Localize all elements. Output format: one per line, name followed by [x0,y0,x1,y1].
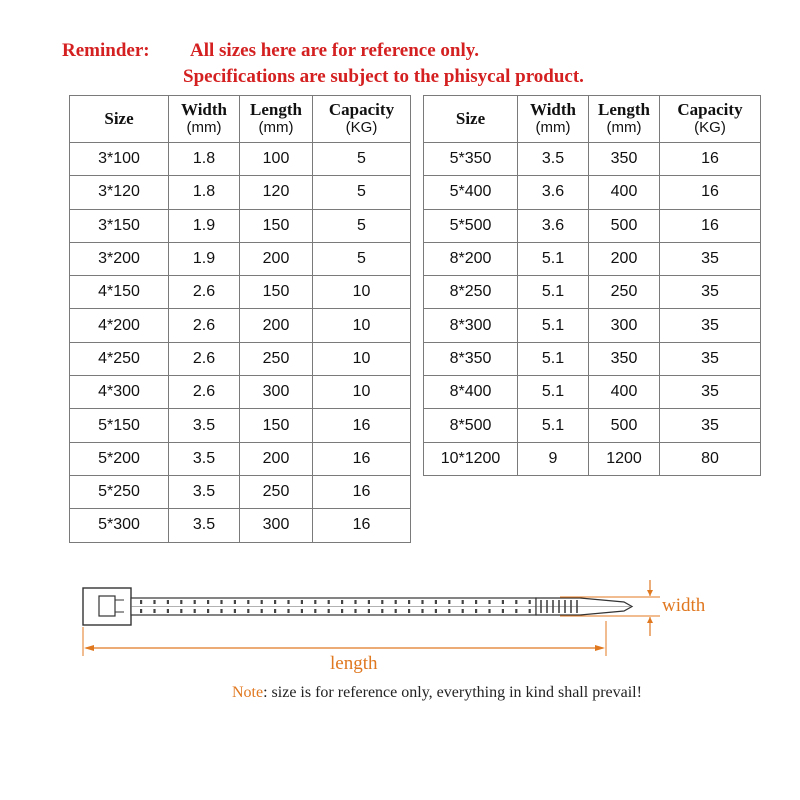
header-length-label: Length [250,100,302,119]
cell-width: 3.5 [518,143,589,176]
header-length [589,96,660,143]
cell-length: 400 [589,376,660,409]
strap-tooth [194,600,196,604]
table-row [70,509,411,542]
cell-size: 8*200 [424,242,518,275]
cable-tie-tail-grip [541,600,577,613]
table-header-row [424,96,761,143]
strap-tooth [448,609,450,613]
strap-tooth [167,600,169,604]
header-width-label: Width [530,100,576,119]
table-row [424,276,761,309]
cell-capacity: 35 [660,242,761,275]
table-row [70,475,411,508]
table-row [70,276,411,309]
note [232,684,642,702]
table-header-row [70,96,411,143]
strap-tooth [153,600,155,604]
cell-size: 4*200 [70,309,169,342]
reminder-label: Reminder: [62,40,150,61]
header-width [518,96,589,143]
cell-size: 8*500 [424,409,518,442]
cable-tie-head-slot [99,596,115,616]
width-arrowhead-top [647,590,653,596]
cell-width: 2.6 [169,276,240,309]
cell-size: 5*350 [424,143,518,176]
cell-length: 500 [589,209,660,242]
strap-tooth [475,609,477,613]
cell-capacity: 5 [313,242,411,275]
strap-tooth [462,609,464,613]
cell-size: 4*250 [70,342,169,375]
cell-size: 10*1200 [424,442,518,475]
cell-length: 250 [240,475,313,508]
header-length-unit: (mm) [606,119,642,136]
header-size: Size [424,96,518,143]
strap-tooth [234,609,236,613]
cell-capacity: 5 [313,143,411,176]
cell-capacity: 5 [313,176,411,209]
strap-tooth [167,609,169,613]
table-row [424,342,761,375]
header-capacity [313,96,411,143]
cell-size: 5*200 [70,442,169,475]
cell-length: 120 [240,176,313,209]
header-width-unit: (mm) [186,119,222,136]
strap-tooth [368,600,370,604]
cell-capacity: 35 [660,276,761,309]
strap-tooth [381,609,383,613]
cell-size: 3*200 [70,242,169,275]
cell-length: 200 [240,242,313,275]
length-arrowhead-right [595,645,605,651]
cell-size: 5*500 [424,209,518,242]
strap-tooth [314,600,316,604]
note-text: : size is for reference only, everything in kind shall prevail! [263,684,642,701]
header-length-unit: (mm) [258,119,294,136]
spec-table-right [423,95,761,476]
strap-tooth [395,600,397,604]
cell-capacity: 5 [313,209,411,242]
cell-length: 200 [240,309,313,342]
strap-tooth [395,609,397,613]
cell-capacity: 10 [313,276,411,309]
strap-tooth [140,600,142,604]
strap-tooth [274,609,276,613]
strap-tooth [220,609,222,613]
table-row [70,409,411,442]
table-body-left [70,143,411,543]
table-row [424,242,761,275]
strap-tooth [261,600,263,604]
cell-length: 150 [240,209,313,242]
strap-tooth [502,600,504,604]
strap-tooth [207,600,209,604]
cell-width: 1.9 [169,209,240,242]
cell-capacity: 35 [660,309,761,342]
cell-size: 4*300 [70,376,169,409]
cell-width: 9 [518,442,589,475]
cell-width: 1.8 [169,143,240,176]
cell-capacity: 16 [660,176,761,209]
reminder [62,38,584,90]
cell-size: 5*400 [424,176,518,209]
cell-capacity: 10 [313,309,411,342]
table-row [70,342,411,375]
cell-capacity: 80 [660,442,761,475]
table-row [424,143,761,176]
cell-length: 150 [240,409,313,442]
cell-length: 300 [589,309,660,342]
cell-width: 1.8 [169,176,240,209]
header-capacity [660,96,761,143]
spec-table-left [69,95,411,543]
table-body-right [424,143,761,476]
header-capacity-unit: (KG) [694,119,726,136]
cell-size: 8*250 [424,276,518,309]
cell-length: 150 [240,276,313,309]
cell-width: 5.1 [518,409,589,442]
strap-tooth [408,600,410,604]
header-length [240,96,313,143]
strap-tooth [301,609,303,613]
strap-tooth [475,600,477,604]
strap-tooth [354,609,356,613]
strap-tooth [301,600,303,604]
reminder-text1: All sizes here are for reference only. [190,40,479,61]
table-row [70,442,411,475]
table-row [424,376,761,409]
header-width [169,96,240,143]
strap-tooth [341,609,343,613]
strap-tooth [328,609,330,613]
strap-tooth [515,609,517,613]
reminder-line2: Specifications are subject to the phisycal product. [183,66,584,87]
strap-tooth [180,609,182,613]
cell-width: 3.6 [518,209,589,242]
cell-capacity: 35 [660,409,761,442]
strap-tooth [435,600,437,604]
strap-tooth [247,600,249,604]
cell-length: 300 [240,376,313,409]
strap-tooth [381,600,383,604]
cell-length: 250 [589,276,660,309]
table-row [70,209,411,242]
cell-width: 5.1 [518,342,589,375]
cable-tie-diagram [0,570,800,700]
table-row [70,143,411,176]
cell-capacity: 10 [313,376,411,409]
header-capacity-unit: (KG) [345,119,378,136]
cell-width: 3.5 [169,442,240,475]
strap-tooth [462,600,464,604]
table-row [424,209,761,242]
cell-length: 350 [589,143,660,176]
cell-width: 2.6 [169,376,240,409]
strap-tooth [261,609,263,613]
strap-tooth [421,609,423,613]
cell-size: 4*150 [70,276,169,309]
cell-size: 5*250 [70,475,169,508]
cell-length: 500 [589,409,660,442]
cell-capacity: 35 [660,376,761,409]
strap-tooth [408,609,410,613]
strap-tooth [194,609,196,613]
strap-tooth [435,609,437,613]
cell-length: 200 [240,442,313,475]
strap-tooth [502,609,504,613]
cell-size: 8*300 [424,309,518,342]
strap-tooth [140,609,142,613]
cell-size: 8*350 [424,342,518,375]
cell-capacity: 16 [313,509,411,542]
table-row [424,442,761,475]
strap-tooth [220,600,222,604]
cell-width: 5.1 [518,242,589,275]
cell-width: 3.5 [169,409,240,442]
cell-width: 5.1 [518,376,589,409]
strap-tooth [354,600,356,604]
cell-width: 1.9 [169,242,240,275]
strap-tooth [488,609,490,613]
strap-tooth [368,609,370,613]
strap-tooth [287,600,289,604]
cell-size: 8*400 [424,376,518,409]
strap-tooth [328,600,330,604]
header-size: Size [70,96,169,143]
cell-size: 5*150 [70,409,169,442]
strap-tooth [287,609,289,613]
strap-tooth [488,600,490,604]
header-width-label: Width [181,100,227,119]
strap-tooth [448,600,450,604]
cell-width: 2.6 [169,342,240,375]
header-capacity-label: Capacity [328,100,395,119]
header-capacity-label: Capacity [677,100,743,119]
cell-size: 5*300 [70,509,169,542]
strap-tooth [207,609,209,613]
cell-capacity: 16 [313,409,411,442]
length-label: length [330,653,378,674]
note-label: Note [232,684,264,701]
strap-tooth [341,600,343,604]
cell-length: 1200 [589,442,660,475]
cell-size: 3*120 [70,176,169,209]
strap-tooth [314,609,316,613]
table-row [70,176,411,209]
strap-tooth [180,600,182,604]
table-row [70,376,411,409]
cell-capacity: 16 [313,475,411,508]
table-row [424,309,761,342]
cell-width: 3.6 [518,176,589,209]
header-length-label: Length [598,100,650,119]
cell-width: 2.6 [169,309,240,342]
width-arrowhead-bottom [647,617,653,623]
cell-capacity: 35 [660,342,761,375]
cell-width: 5.1 [518,276,589,309]
cell-length: 250 [240,342,313,375]
strap-tooth [529,600,531,604]
table-row [424,409,761,442]
width-label: width [662,595,706,616]
header-width-unit: (mm) [535,119,571,136]
strap-tooth [153,609,155,613]
cell-length: 400 [589,176,660,209]
strap-tooth [421,600,423,604]
cell-size: 3*100 [70,143,169,176]
cell-length: 350 [589,342,660,375]
strap-tooth [515,600,517,604]
cell-length: 100 [240,143,313,176]
strap-tooth [247,609,249,613]
table-row [424,176,761,209]
cell-capacity: 16 [660,209,761,242]
cell-width: 3.5 [169,509,240,542]
cell-length: 300 [240,509,313,542]
strap-tooth [234,600,236,604]
cell-capacity: 16 [660,143,761,176]
length-arrowhead-left [84,645,94,651]
strap-tooth [274,600,276,604]
cell-capacity: 10 [313,342,411,375]
table-row [70,242,411,275]
cell-length: 200 [589,242,660,275]
strap-tooth [529,609,531,613]
cell-width: 5.1 [518,309,589,342]
reminder-line1 [62,38,584,64]
cell-size: 3*150 [70,209,169,242]
cell-capacity: 16 [313,442,411,475]
table-row [70,309,411,342]
cell-width: 3.5 [169,475,240,508]
